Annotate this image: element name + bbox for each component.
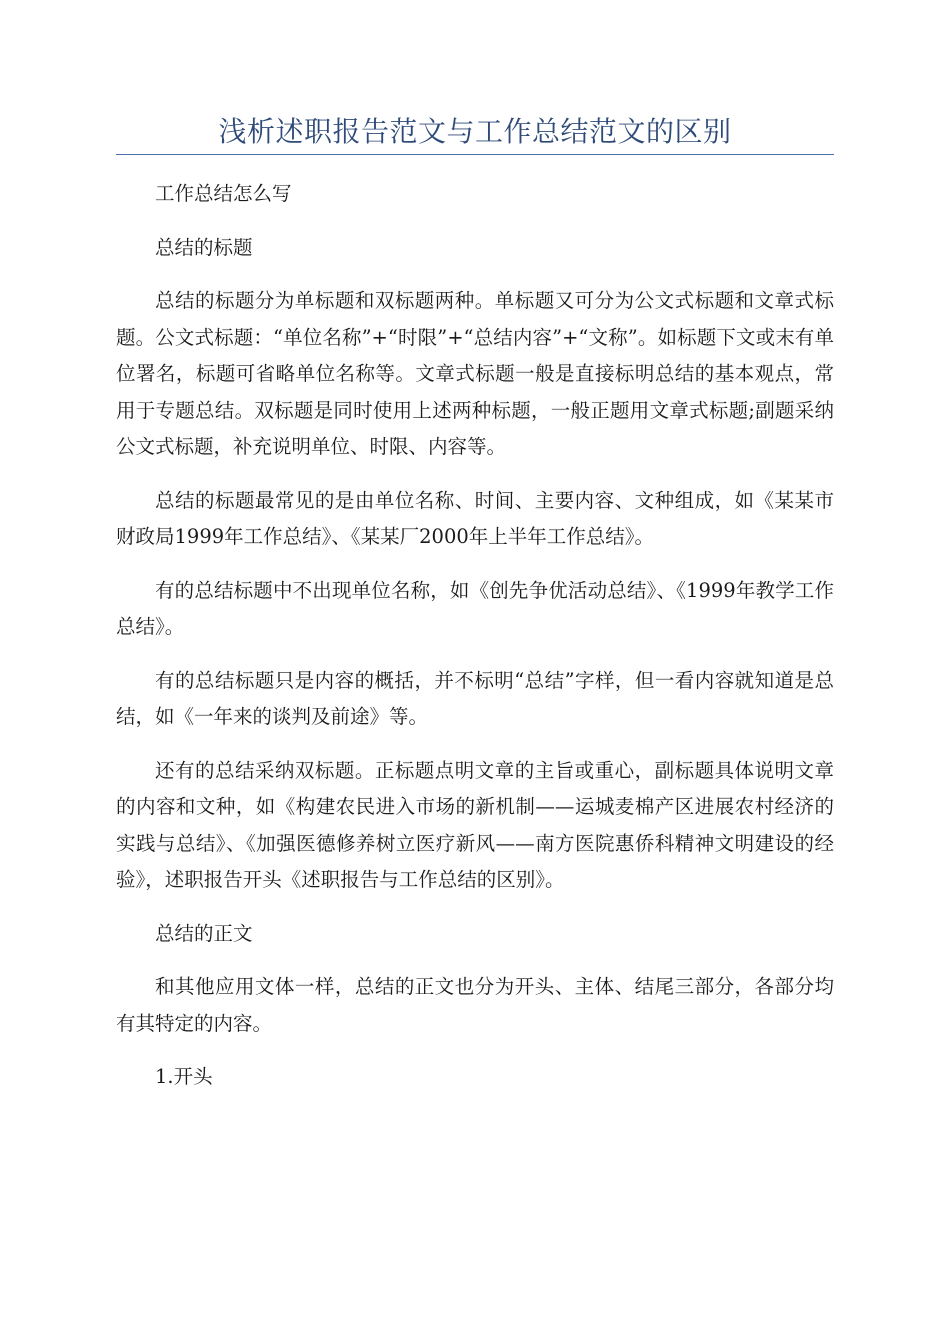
title-underline	[116, 154, 834, 155]
paragraph-main-text-parts: 和其他应用文体一样，总结的正文也分为开头、主体、结尾三部分，各部分均有其特定的内容。	[116, 975, 834, 1035]
paragraph-content-summary: 有的总结标题只是内容的概括，并不标明“总结”字样，但一看内容就知道是总结，如《一年来的谈判及前途》等。	[116, 668, 834, 728]
heading-main-text: 总结的正文	[155, 921, 253, 945]
heading-how-to-write: 工作总结怎么写	[155, 182, 292, 205]
document-title: 浅析述职报告范文与工作总结范文的区别	[218, 115, 732, 148]
paragraph-no-unit-name: 有的总结标题中不出现单位名称，如《创先争优活动总结》、《1999年教学工作总结》。	[116, 578, 834, 638]
heading-summary-title: 总结的标题	[155, 235, 253, 259]
paragraph-double-title: 还有的总结采纳双标题。正标题点明文章的主旨或重心，副标题具体说明文章的内容和文种，如《构建农民进入市场的新机制——运城麦棉产区进展农村经济的实践与总结》、《加强医德修养树立医疗新风——南方医院惠侨科精神文明建设的经验》，述职报告开头《述职报告与工作总结的区别》。	[116, 758, 834, 891]
document-body	[116, 176, 834, 1096]
paragraph-title-types: 总结的标题分为单标题和双标题两种。单标题又可分为公文式标题和文章式标题。公文式标题：“单位名称”+“时限”+“总结内容”+“文称”。如标题下文或末有单位署名，标题可省略单位名称等。文章式标题一般是直接标明总结的基本观点，常用于专题总结。双标题是同时使用上述两种标题，一般正题用文章式标题;副题采纳公文式标题，补充说明单位、时限、内容等。	[116, 289, 834, 458]
heading-opening: 1.开头	[155, 1065, 213, 1088]
paragraph-common-title: 总结的标题最常见的是由单位名称、时间、主要内容、文种组成，如《某某市财政局1999年工作总结》、《某某厂2000年上半年工作总结》。	[116, 488, 834, 548]
